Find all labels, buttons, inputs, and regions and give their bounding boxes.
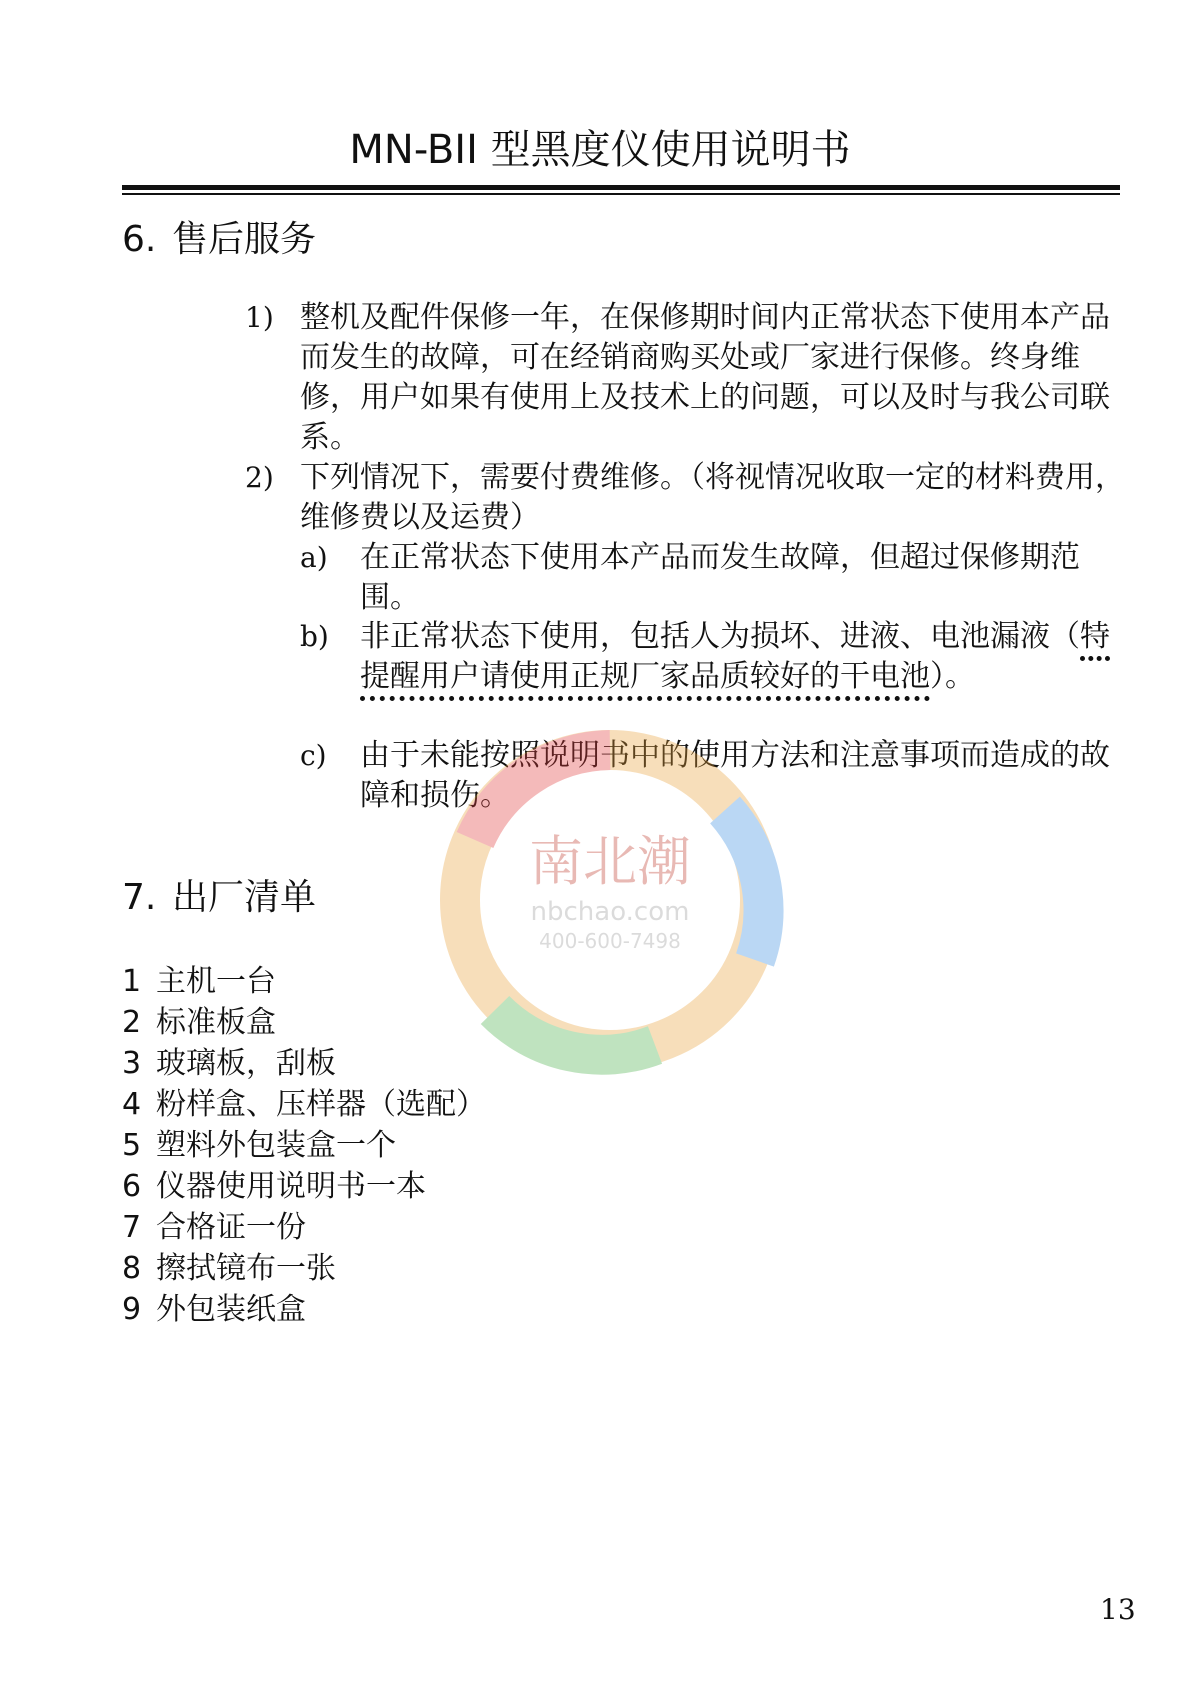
item-text: 标准板盒 — [156, 1005, 276, 1040]
item-marker: a) — [300, 541, 328, 574]
item-text — [360, 617, 1130, 697]
watermark-logo — [395, 720, 825, 1080]
item-marker: 1) — [245, 301, 274, 334]
packing-list-item — [122, 1208, 306, 1248]
section-heading-after-sales — [122, 218, 316, 262]
item-number: 8 — [122, 1251, 142, 1286]
item-text: 下列情况下，需要付费维修。（将视情况收取一定的材料费用，维修费以及运费） — [300, 460, 1125, 535]
item-text: 玻璃板，刮板 — [156, 1046, 336, 1081]
section-number: 6. — [122, 219, 157, 260]
item-marker: 2) — [245, 461, 274, 494]
section-title: 售后服务 — [172, 219, 317, 260]
item-text: 主机一台 — [156, 964, 276, 999]
item-marker: c) — [300, 739, 327, 772]
item-text: 塑料外包装盒一个 — [156, 1128, 396, 1163]
emphasis-text: 特提醒用户请使用正规厂家品质较好的干电池 — [360, 619, 1110, 701]
item-number: 1 — [122, 964, 142, 999]
header-rule-thin — [122, 193, 1120, 195]
item-text: 擦拭镜布一张 — [156, 1251, 336, 1286]
packing-list-item — [122, 1249, 336, 1289]
list-item — [245, 458, 1130, 538]
item-number: 4 — [122, 1087, 142, 1122]
item-number: 9 — [122, 1292, 142, 1327]
item-text: 仪器使用说明书一本 — [156, 1169, 426, 1204]
document-title: MN-BII 型黑度仪使用说明书 — [349, 127, 851, 173]
item-number: 7 — [122, 1210, 142, 1245]
item-number: 3 — [122, 1046, 142, 1081]
watermark-brand: 南北潮 — [529, 830, 691, 893]
item-marker: b) — [300, 620, 329, 653]
packing-list-item — [122, 1085, 486, 1125]
watermark-site: nbchao.com — [530, 897, 690, 927]
section-number: 7. — [122, 877, 157, 918]
item-text: 外包装纸盒 — [156, 1292, 306, 1327]
list-item — [245, 298, 1130, 458]
section-heading-packing-list — [122, 876, 316, 920]
item-text: 合格证一份 — [156, 1210, 306, 1245]
item-text: 在正常状态下使用本产品而发生故障，但超过保修期范围。 — [360, 540, 1080, 615]
item-number: 6 — [122, 1169, 142, 1204]
packing-list-item — [122, 1167, 426, 1207]
packing-list-item — [122, 962, 276, 1002]
item-text-before: 非正常状态下使用，包括人为损坏、进液、电池漏液（ — [360, 619, 1080, 654]
item-text: 由于未能按照说明书中的使用方法和注意事项而造成的故障和损伤。 — [360, 738, 1110, 813]
sub-list-item — [300, 617, 1130, 697]
packing-list-item — [122, 1044, 336, 1084]
packing-list-item — [122, 1290, 306, 1330]
item-number: 2 — [122, 1005, 142, 1040]
item-number: 5 — [122, 1128, 142, 1163]
item-text: 粉样盒、压样器（选配） — [156, 1087, 486, 1122]
item-text-after: ）。 — [930, 659, 975, 694]
item-text: 整机及配件保修一年，在保修期时间内正常状态下使用本产品而发生的故障，可在经销商购买处或厂家进行保修。终身维修，用户如果有使用上及技术上的问题，可以及时与我公司联系。 — [300, 300, 1110, 455]
header-rule-thick — [122, 185, 1120, 190]
page-number: 13 — [1100, 1593, 1136, 1626]
watermark-phone: 400-600-7498 — [539, 929, 681, 953]
packing-list-item — [122, 1003, 276, 1043]
packing-list-item — [122, 1126, 396, 1166]
sub-list-item — [300, 538, 1130, 618]
section-title: 出厂清单 — [172, 877, 317, 918]
